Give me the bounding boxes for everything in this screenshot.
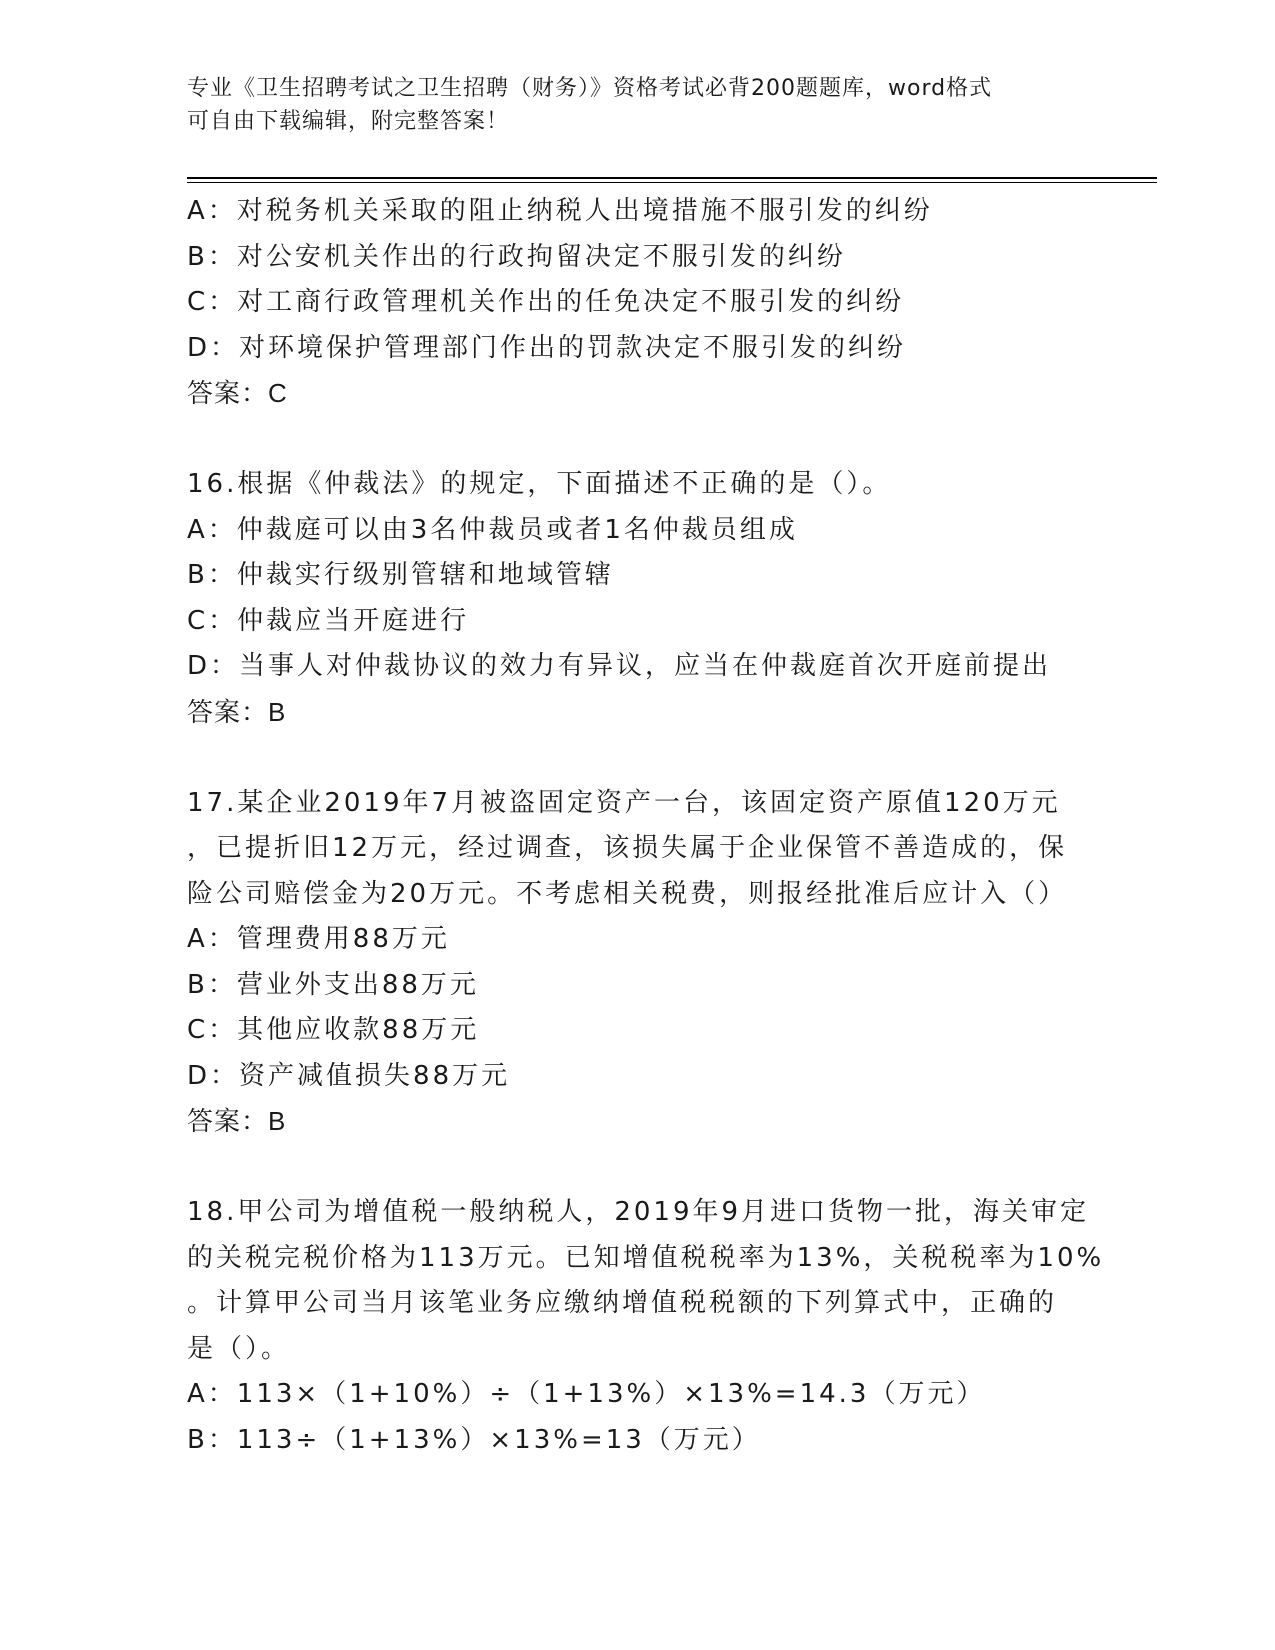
question-stem: ，已提折旧12万元，经过调查，该损失属于企业保管不善造成的，保 [187,833,1068,863]
header-divider-thick [187,177,1157,179]
header-title-line-2: 可自由下载编辑，附完整答案！ [187,109,510,134]
option-b: B：仲裁实行级别管辖和地域管辖 [187,560,614,590]
option-d: D：当事人对仲裁协议的效力有异议，应当在仲裁庭首次开庭前提出 [187,651,1052,681]
option-a: A：对税务机关采取的阻止纳税人出境措施不服引发的纠纷 [187,196,933,226]
question-spacer [187,1145,1087,1191]
answer-line: 答案：C [187,378,288,408]
header-title-line-1: 专业《卫生招聘考试之卫生招聘（财务）》资格考试必背200题题库，word格式 [187,76,993,101]
question-stem: 。计算甲公司当月该笔业务应缴纳增值税税额的下列算式中，正确的 [187,1288,1058,1318]
question-18 [187,1190,1105,1463]
option-a: A：仲裁庭可以由3名仲裁员或者1名仲裁员组成 [187,514,798,545]
question-spacer [187,417,1087,463]
question-stem: 18.甲公司为增值税一般纳税人，2019年9月进口货物一批，海关审定 [187,1197,1090,1227]
question-stem: 16.根据《仲裁法》的规定，下面描述不正确的是（）。 [187,469,892,499]
option-c: C：仲裁应当开庭进行 [187,605,470,636]
option-a: A：管理费用88万元 [187,924,450,954]
document-header [187,72,1107,138]
option-d: D：对环境保护管理部门作出的罚款决定不服引发的纠纷 [187,332,907,363]
question-spacer [187,735,1087,781]
header-divider-thin [187,182,1157,183]
question-16 [187,462,1087,735]
option-a: A：113×（1+10%）÷（1+13%）×13%=14.3（万元） [187,1379,986,1409]
answer-line: 答案：B [187,696,287,727]
option-b: B：营业外支出88万元 [187,969,479,1000]
question-stem: 是（）。 [187,1333,291,1364]
question-stem: 险公司赔偿金为20万元。不考虑相关税费，则报经批准后应计入（） [187,878,1068,909]
option-c: C：其他应收款88万元 [187,1015,480,1045]
option-d: D：资产减值损失88万元 [187,1060,511,1091]
option-c: C：对工商行政管理机关作出的任免决定不服引发的纠纷 [187,287,905,317]
option-b: B：113÷（1+13%）×13%=13（万元） [187,1424,761,1455]
option-b: B：对公安机关作出的行政拘留决定不服引发的纠纷 [187,241,846,272]
answer-line: 答案：B [187,1106,287,1136]
question-17 [187,781,1087,1145]
question-stem: 17.某企业2019年7月被盗固定资产一台，该固定资产原值120万元 [187,787,1061,818]
question-15 [187,189,1087,417]
question-list [187,189,1105,1463]
question-stem: 的关税完税价格为113万元。已知增值税税率为13%，关税税率为10% [187,1242,1105,1273]
